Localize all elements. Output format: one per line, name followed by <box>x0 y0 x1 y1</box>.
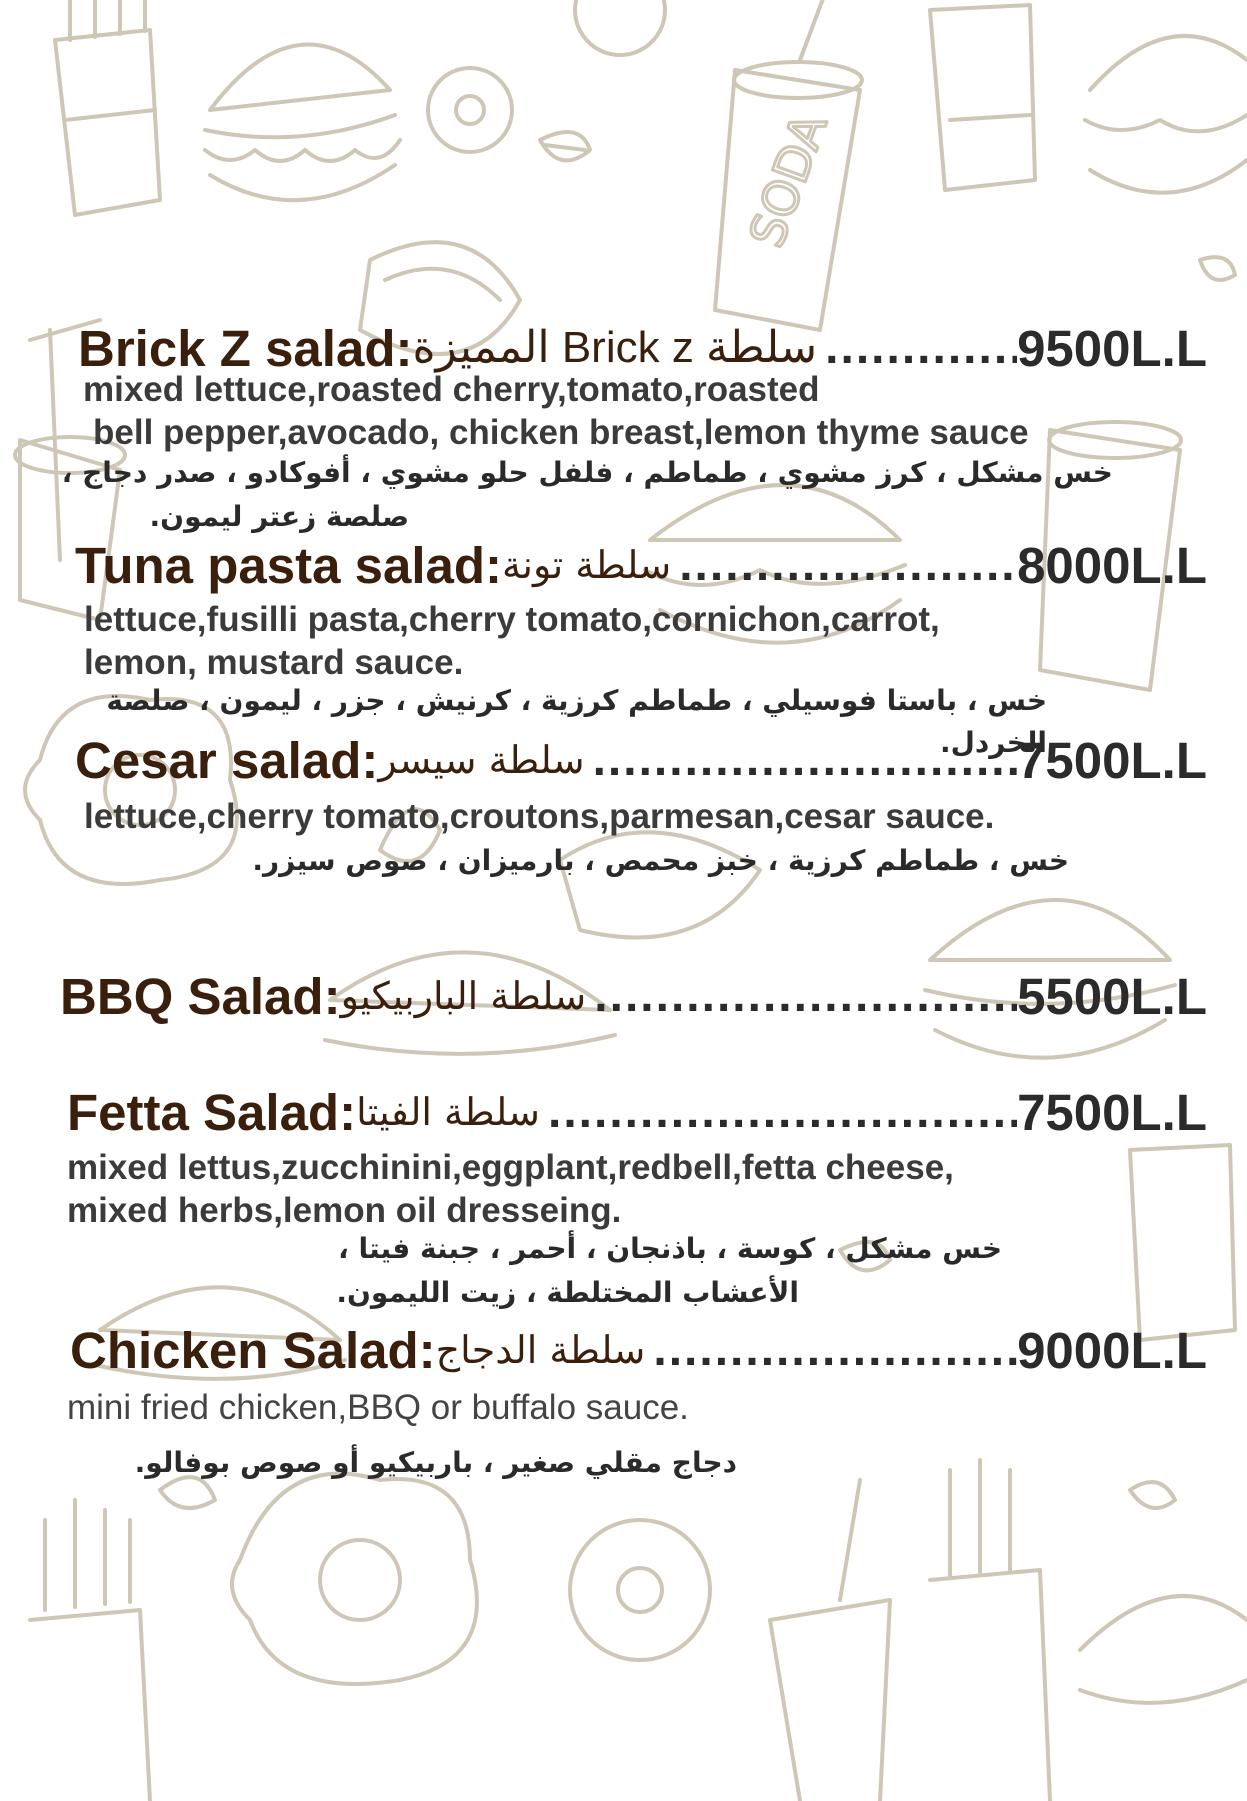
item-arabic-name: سلطة الباربيكيو <box>340 974 587 1018</box>
leader-dots <box>653 1326 1017 1374</box>
leader-dots <box>679 541 1017 589</box>
item-description: lettuce,cherry tomato,croutons,parmesan,cesar sauce. <box>84 797 995 836</box>
item-name: Fetta Salad: <box>67 1083 357 1141</box>
menu-item-title <box>75 535 1207 595</box>
leader-dots <box>825 324 1017 372</box>
item-arabic-name: سلطة سيسر <box>378 738 585 782</box>
item-arabic-description: خس ، باستا فوسيلي ، طماطم كرزية ، كرنيش ، جزر ، ليمون ، صلصة الخردل. <box>106 684 1047 759</box>
item-arabic-description: خس مشكل ، كوسة ، باذنجان ، أحمر ، جبنة فيتا ، <box>338 1232 1002 1265</box>
item-price: 5500L.L <box>1017 967 1207 1025</box>
item-arabic-description: صلصة زعتر ليمون. <box>149 500 409 533</box>
menu-item-title <box>78 318 1207 378</box>
item-name: Brick Z salad: <box>78 319 413 377</box>
item-price: 7500L.L <box>1017 731 1207 789</box>
item-arabic-name: سلطة تونة <box>502 543 672 587</box>
item-description: mixed lettus,zucchinini,eggplant,redbell,fetta cheese, <box>67 1148 954 1187</box>
item-name: Chicken Salad: <box>70 1321 436 1379</box>
item-price: 9500L.L <box>1017 319 1207 377</box>
menu-item-title <box>60 966 1207 1026</box>
svg-text:SODA: SODA <box>738 106 839 255</box>
item-description: mixed lettuce,roasted cherry,tomato,roasted <box>83 370 820 409</box>
item-arabic-name: سلطة الدجاج <box>435 1328 646 1372</box>
menu-item-title <box>70 1320 1207 1380</box>
menu-item-title <box>75 730 1207 790</box>
leader-dots <box>548 1088 1017 1136</box>
item-arabic-description: دجاج مقلي صغير ، باربيكيو أو صوص بوفالو. <box>134 1446 737 1479</box>
leader-dots <box>593 736 1018 784</box>
item-arabic-name: سلطة الفيتا <box>356 1090 540 1134</box>
item-name: Cesar salad: <box>75 731 379 789</box>
item-description: mini fried chicken,BBQ or buffalo sauce. <box>67 1388 689 1427</box>
item-arabic-name: سلطة Brick z المميزة <box>412 323 818 372</box>
item-arabic-description: خس ، طماطم كرزية ، خبز محمص ، بارميزان ، صوص سيزر. <box>252 844 1069 877</box>
item-arabic-description: الأعشاب المختلطة ، زيت الليمون. <box>336 1276 799 1309</box>
item-name: Tuna pasta salad: <box>75 536 503 594</box>
item-price: 9000L.L <box>1017 1321 1207 1379</box>
item-arabic-description: خس مشكل ، كرز مشوي ، طماطم ، فلفل حلو مشوي ، أفوكادو ، صدر دجاج ، <box>61 456 1113 489</box>
item-price: 8000L.L <box>1017 536 1207 594</box>
item-price: 7500L.L <box>1017 1083 1207 1141</box>
item-description: lettuce,fusilli pasta,cherry tomato,cornichon,carrot, <box>84 600 940 639</box>
leader-dots <box>594 972 1017 1020</box>
menu-item-title <box>67 1082 1207 1142</box>
item-name: BBQ Salad: <box>60 967 341 1025</box>
item-description: mixed herbs,lemon oil dresseing. <box>67 1191 622 1230</box>
item-description: lemon, mustard sauce. <box>84 643 464 682</box>
item-description: bell pepper,avocado, chicken breast,lemon thyme sauce <box>93 413 1029 452</box>
